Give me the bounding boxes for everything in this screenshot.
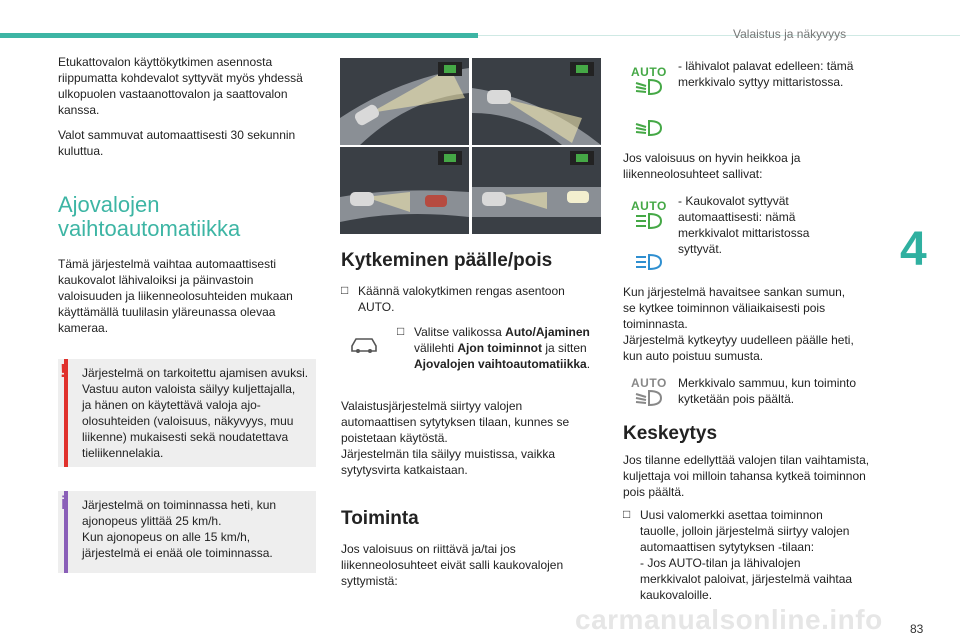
low-beam-indicator-icon <box>633 78 663 101</box>
step1-text: Käännä valokytkimen rengas asentoon AUTO. <box>358 284 565 314</box>
indicator-off-icon <box>633 389 663 412</box>
high-beam-indicator-icon <box>633 212 663 235</box>
flash-text: Uusi valomerkki asettaa toiminnon tauolle, jolloin järjestelmä siirtyy valojen automaattisen sytytyksen -tilaan: - Jos AUTO-tilan ja lähivalojen merkkivalot paloivat, järjestelmä vaihtaa kaukovaloille. <box>640 508 853 602</box>
warning-icon: ! <box>60 361 66 381</box>
header-divider <box>478 35 960 36</box>
auto-indicator-off-icon: AUTO <box>631 376 667 390</box>
darkness-text: Jos valoisuus on hyvin heikkoa ja liikenneolosuhteet sallivat: <box>623 151 801 181</box>
headlight-illustrations <box>340 58 601 234</box>
memory-text: Valaistusjärjestelmä siirtyy valojen automaattisen sytytyksen tilaan, kunnes se poistetaan käytöstä. Järjestelmän tila säilyy muistissa, vaikka sytytysvirta katkaistaan. <box>341 399 570 477</box>
auto-indicator-icon: AUTO <box>631 65 667 79</box>
car-menu-icon <box>348 334 380 359</box>
high-beam-indicator-icon-2 <box>633 253 663 276</box>
chapter-number: 4 <box>900 223 927 276</box>
flash-bullet: □ <box>623 507 631 521</box>
watermark: carmanualsonline.info <box>575 604 883 635</box>
info-icon: i <box>61 493 67 513</box>
step2-text: Valitse valikossa Auto/Ajaminen välilehti Ajon toiminnot ja sitten Ajovalojen vaihtoautomatiikka. <box>414 325 591 371</box>
low-beam-indicator-icon-2 <box>633 119 663 142</box>
section-heading-operation: Toiminta <box>341 508 419 529</box>
auto-beam-description: Tämä järjestelmä vaihtaa automaattisesti kaukovalot lähivaloiksi ja päinvastoin valoisuuden ja liikenneolosuhteiden mukaan käyttämällä tuulilasin yläreunassa olevaa kameraa. <box>58 257 293 335</box>
operation-text: Jos valoisuus on riittävä ja/tai jos liikenneolosuhteet eivät salli kaukovalojen syttymistä: <box>341 542 564 588</box>
low-beam-text: - lähivalot palavat edelleen: tämä merkkivalo syttyy mittaristossa. <box>678 59 854 89</box>
auto-indicator-icon-2: AUTO <box>631 199 667 213</box>
step1-bullet: □ <box>341 283 349 297</box>
info-text: Järjestelmä on toiminnassa heti, kun ajonopeus ylittää 25 km/h. Kun ajonopeus on alle 15 km/h, järjestelmä ei enää ole toiminnassa. <box>82 498 277 560</box>
intro-text: Etukattovalon käyttökytkimen asennosta riippumatta kohdevalot syttyvät myös yhdessä ulkopuolen vastaanottovalon ja saattovalon kanssa. <box>58 55 303 117</box>
section-heading-on-off: Kytkeminen päälle/pois <box>341 250 553 271</box>
illustration-low-beam-traffic <box>340 147 469 234</box>
pause-text: Jos tilanne edellyttää valojen tilan vaihtamista, kuljettaja voi milloin tahansa kytkeä toiminnon pois päältä. <box>623 453 870 499</box>
illustration-high-beam-empty-road <box>340 58 469 145</box>
warning-note <box>58 359 316 467</box>
section-heading-auto-beam: Ajovalojen vaihtoautomatiikka <box>58 192 241 241</box>
info-note <box>58 491 316 573</box>
header-accent-bar <box>0 33 478 38</box>
illustration-low-beam-oncoming <box>472 147 601 234</box>
section-title: Valaistus ja näkyvyys <box>733 27 847 41</box>
warning-text: Järjestelmä on tarkoitettu ajamisen avuksi. Vastuu auton valoista säilyy kuljettajalla, ja hänen on käytettävä valoja ajo- olosuhteiden (valoisuus, näkyvyys, muu liikenne) mukaisesti sekä noudatettava tieliikennelakia. <box>82 366 309 460</box>
section-heading-pause: Keskeytys <box>623 423 718 444</box>
indicator-off-text: Merkkivalo sammuu, kun toiminto kytketään pois päältä. <box>678 376 857 406</box>
high-beam-text: - Kaukovalot syttyvät automaattisesti: nämä merkkivalot mittaristossa syttyvät. <box>678 194 810 256</box>
page-number: 83 <box>910 622 924 636</box>
auto-off-text: Valot sammuvat automaattisesti 30 sekunnin kuluttua. <box>58 128 296 158</box>
illustration-high-beam-curve <box>472 58 601 145</box>
step2-bullet: □ <box>397 324 405 338</box>
fog-text: Kun järjestelmä havaitsee sankan sumun, se kytkee toiminnon väliaikaisesti pois toiminnasta. Järjestelmä kytkeytyy uudelleen päälle heti, kun auto poistuu sumusta. <box>623 285 854 363</box>
